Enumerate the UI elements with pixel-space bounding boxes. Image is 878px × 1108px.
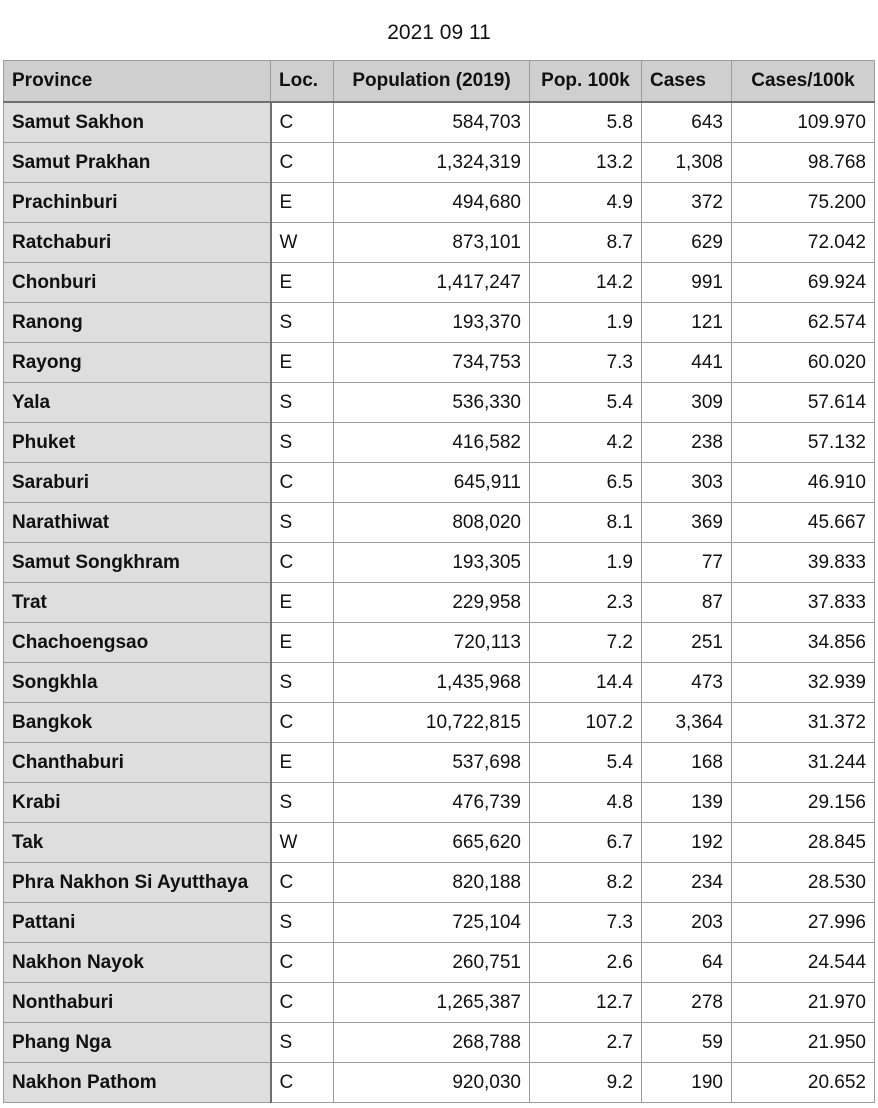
cell-province: Phuket	[4, 423, 271, 463]
cell-pop100k: 12.7	[530, 983, 642, 1023]
cell-cases-per-100k: 72.042	[732, 223, 875, 263]
cell-cases: 372	[642, 183, 732, 223]
cell-cases: 251	[642, 623, 732, 663]
cell-province: Phra Nakhon Si Ayutthaya	[4, 863, 271, 903]
cell-population: 665,620	[334, 823, 530, 863]
cell-cases: 59	[642, 1023, 732, 1063]
cell-cases-per-100k: 57.614	[732, 383, 875, 423]
cell-cases: 234	[642, 863, 732, 903]
table-row	[4, 543, 875, 583]
cell-population: 476,739	[334, 783, 530, 823]
cell-province: Tak	[4, 823, 271, 863]
table-row	[4, 783, 875, 823]
header-row	[4, 61, 875, 103]
cell-population: 229,958	[334, 583, 530, 623]
cell-cases: 441	[642, 343, 732, 383]
table-row	[4, 223, 875, 263]
cell-pop100k: 14.2	[530, 263, 642, 303]
cell-province: Yala	[4, 383, 271, 423]
table-row	[4, 423, 875, 463]
cell-cases-per-100k: 45.667	[732, 503, 875, 543]
header-loc: Loc.	[271, 61, 334, 103]
cell-province: Chanthaburi	[4, 743, 271, 783]
cell-population: 260,751	[334, 943, 530, 983]
cell-cases-per-100k: 21.970	[732, 983, 875, 1023]
cell-pop100k: 107.2	[530, 703, 642, 743]
cell-pop100k: 4.2	[530, 423, 642, 463]
table-row	[4, 183, 875, 223]
cell-province: Nonthaburi	[4, 983, 271, 1023]
cell-loc: S	[271, 1023, 334, 1063]
cell-province: Pattani	[4, 903, 271, 943]
cell-cases: 643	[642, 102, 732, 143]
table-row	[4, 743, 875, 783]
cell-cases-per-100k: 32.939	[732, 663, 875, 703]
cell-loc: C	[271, 1063, 334, 1103]
table-row	[4, 583, 875, 623]
table-row	[4, 303, 875, 343]
table-row	[4, 343, 875, 383]
cell-province: Samut Prakhan	[4, 143, 271, 183]
cell-province: Ratchaburi	[4, 223, 271, 263]
page-title: 2021 09 11	[387, 21, 491, 44]
cell-cases: 1,308	[642, 143, 732, 183]
cell-pop100k: 7.3	[530, 343, 642, 383]
cell-population: 1,417,247	[334, 263, 530, 303]
cell-loc: C	[271, 703, 334, 743]
cell-population: 1,435,968	[334, 663, 530, 703]
cell-cases-per-100k: 31.244	[732, 743, 875, 783]
cell-pop100k: 13.2	[530, 143, 642, 183]
cell-cases-per-100k: 39.833	[732, 543, 875, 583]
cell-cases-per-100k: 20.652	[732, 1063, 875, 1103]
cell-cases-per-100k: 109.970	[732, 102, 875, 143]
cell-province: Trat	[4, 583, 271, 623]
cell-population: 725,104	[334, 903, 530, 943]
cell-cases-per-100k: 69.924	[732, 263, 875, 303]
cell-cases-per-100k: 98.768	[732, 143, 875, 183]
cell-cases: 203	[642, 903, 732, 943]
province-cases-table	[3, 60, 875, 1103]
cell-province: Nakhon Pathom	[4, 1063, 271, 1103]
table-row	[4, 903, 875, 943]
cell-cases: 190	[642, 1063, 732, 1103]
cell-population: 820,188	[334, 863, 530, 903]
table-row	[4, 263, 875, 303]
cell-loc: C	[271, 143, 334, 183]
cell-cases-per-100k: 46.910	[732, 463, 875, 503]
cell-pop100k: 5.8	[530, 102, 642, 143]
cell-population: 536,330	[334, 383, 530, 423]
cell-pop100k: 2.3	[530, 583, 642, 623]
cell-cases-per-100k: 28.845	[732, 823, 875, 863]
table-row	[4, 943, 875, 983]
cell-loc: S	[271, 423, 334, 463]
cell-province: Prachinburi	[4, 183, 271, 223]
header-pop100k: Pop. 100k	[530, 61, 642, 103]
cell-cases: 303	[642, 463, 732, 503]
cell-loc: C	[271, 543, 334, 583]
cell-population: 873,101	[334, 223, 530, 263]
cell-population: 808,020	[334, 503, 530, 543]
cell-population: 584,703	[334, 102, 530, 143]
header-province: Province	[4, 61, 271, 103]
cell-province: Songkhla	[4, 663, 271, 703]
cell-pop100k: 8.1	[530, 503, 642, 543]
cell-pop100k: 4.8	[530, 783, 642, 823]
cell-loc: E	[271, 583, 334, 623]
cell-population: 734,753	[334, 343, 530, 383]
cell-province: Narathiwat	[4, 503, 271, 543]
table-row	[4, 1023, 875, 1063]
cell-cases: 278	[642, 983, 732, 1023]
cell-province: Samut Songkhram	[4, 543, 271, 583]
cell-loc: E	[271, 263, 334, 303]
table-row	[4, 463, 875, 503]
cell-loc: W	[271, 823, 334, 863]
table-row	[4, 663, 875, 703]
cell-cases-per-100k: 24.544	[732, 943, 875, 983]
cell-cases-per-100k: 27.996	[732, 903, 875, 943]
cell-loc: S	[271, 303, 334, 343]
table-header	[4, 61, 875, 103]
cell-population: 10,722,815	[334, 703, 530, 743]
cell-pop100k: 5.4	[530, 743, 642, 783]
cell-loc: E	[271, 183, 334, 223]
cell-cases: 3,364	[642, 703, 732, 743]
cell-loc: S	[271, 663, 334, 703]
cell-province: Ranong	[4, 303, 271, 343]
cell-province: Chonburi	[4, 263, 271, 303]
cell-cases: 87	[642, 583, 732, 623]
cell-population: 416,582	[334, 423, 530, 463]
cell-loc: E	[271, 743, 334, 783]
cell-population: 1,324,319	[334, 143, 530, 183]
cell-population: 1,265,387	[334, 983, 530, 1023]
cell-province: Krabi	[4, 783, 271, 823]
cell-loc: S	[271, 903, 334, 943]
cell-pop100k: 7.2	[530, 623, 642, 663]
cell-cases: 991	[642, 263, 732, 303]
cell-pop100k: 8.2	[530, 863, 642, 903]
cell-loc: C	[271, 102, 334, 143]
cell-cases-per-100k: 28.530	[732, 863, 875, 903]
cell-cases: 369	[642, 503, 732, 543]
cell-loc: C	[271, 943, 334, 983]
table-row	[4, 102, 875, 143]
cell-population: 193,305	[334, 543, 530, 583]
cell-pop100k: 1.9	[530, 303, 642, 343]
cell-province: Saraburi	[4, 463, 271, 503]
cell-cases: 121	[642, 303, 732, 343]
table-row	[4, 983, 875, 1023]
cell-population: 268,788	[334, 1023, 530, 1063]
cell-population: 720,113	[334, 623, 530, 663]
cell-cases-per-100k: 31.372	[732, 703, 875, 743]
cell-province: Rayong	[4, 343, 271, 383]
cell-loc: S	[271, 503, 334, 543]
cell-loc: C	[271, 983, 334, 1023]
cell-cases-per-100k: 21.950	[732, 1023, 875, 1063]
cell-loc: W	[271, 223, 334, 263]
table-row	[4, 143, 875, 183]
cell-loc: C	[271, 863, 334, 903]
cell-pop100k: 14.4	[530, 663, 642, 703]
cell-cases: 139	[642, 783, 732, 823]
cell-cases: 473	[642, 663, 732, 703]
header-population: Population (2019)	[334, 61, 530, 103]
cell-cases-per-100k: 29.156	[732, 783, 875, 823]
cell-cases-per-100k: 37.833	[732, 583, 875, 623]
cell-population: 193,370	[334, 303, 530, 343]
table-row	[4, 1063, 875, 1103]
cell-population: 920,030	[334, 1063, 530, 1103]
cell-loc: S	[271, 783, 334, 823]
cell-population: 494,680	[334, 183, 530, 223]
cell-cases-per-100k: 75.200	[732, 183, 875, 223]
cell-pop100k: 2.6	[530, 943, 642, 983]
cell-pop100k: 5.4	[530, 383, 642, 423]
table-body	[4, 102, 875, 1103]
table-row	[4, 623, 875, 663]
cell-loc: C	[271, 463, 334, 503]
table-row	[4, 823, 875, 863]
cell-cases-per-100k: 60.020	[732, 343, 875, 383]
cell-pop100k: 8.7	[530, 223, 642, 263]
cell-cases: 77	[642, 543, 732, 583]
cell-cases: 238	[642, 423, 732, 463]
table-row	[4, 863, 875, 903]
cell-cases: 64	[642, 943, 732, 983]
cell-cases: 309	[642, 383, 732, 423]
header-cases-per-100k: Cases/100k	[732, 61, 875, 103]
table-row	[4, 703, 875, 743]
cell-pop100k: 7.3	[530, 903, 642, 943]
cell-loc: E	[271, 623, 334, 663]
cell-loc: E	[271, 343, 334, 383]
cell-cases: 629	[642, 223, 732, 263]
table-row	[4, 383, 875, 423]
cell-province: Bangkok	[4, 703, 271, 743]
cell-province: Phang Nga	[4, 1023, 271, 1063]
cell-pop100k: 2.7	[530, 1023, 642, 1063]
cell-pop100k: 6.5	[530, 463, 642, 503]
cell-cases-per-100k: 57.132	[732, 423, 875, 463]
cell-pop100k: 9.2	[530, 1063, 642, 1103]
cell-cases: 192	[642, 823, 732, 863]
cell-population: 537,698	[334, 743, 530, 783]
cell-loc: S	[271, 383, 334, 423]
table-row	[4, 503, 875, 543]
header-cases: Cases	[642, 61, 732, 103]
cell-pop100k: 1.9	[530, 543, 642, 583]
cell-cases: 168	[642, 743, 732, 783]
cell-province: Nakhon Nayok	[4, 943, 271, 983]
cell-cases-per-100k: 62.574	[732, 303, 875, 343]
cell-province: Samut Sakhon	[4, 102, 271, 143]
cell-cases-per-100k: 34.856	[732, 623, 875, 663]
cell-population: 645,911	[334, 463, 530, 503]
cell-pop100k: 6.7	[530, 823, 642, 863]
cell-province: Chachoengsao	[4, 623, 271, 663]
cell-pop100k: 4.9	[530, 183, 642, 223]
